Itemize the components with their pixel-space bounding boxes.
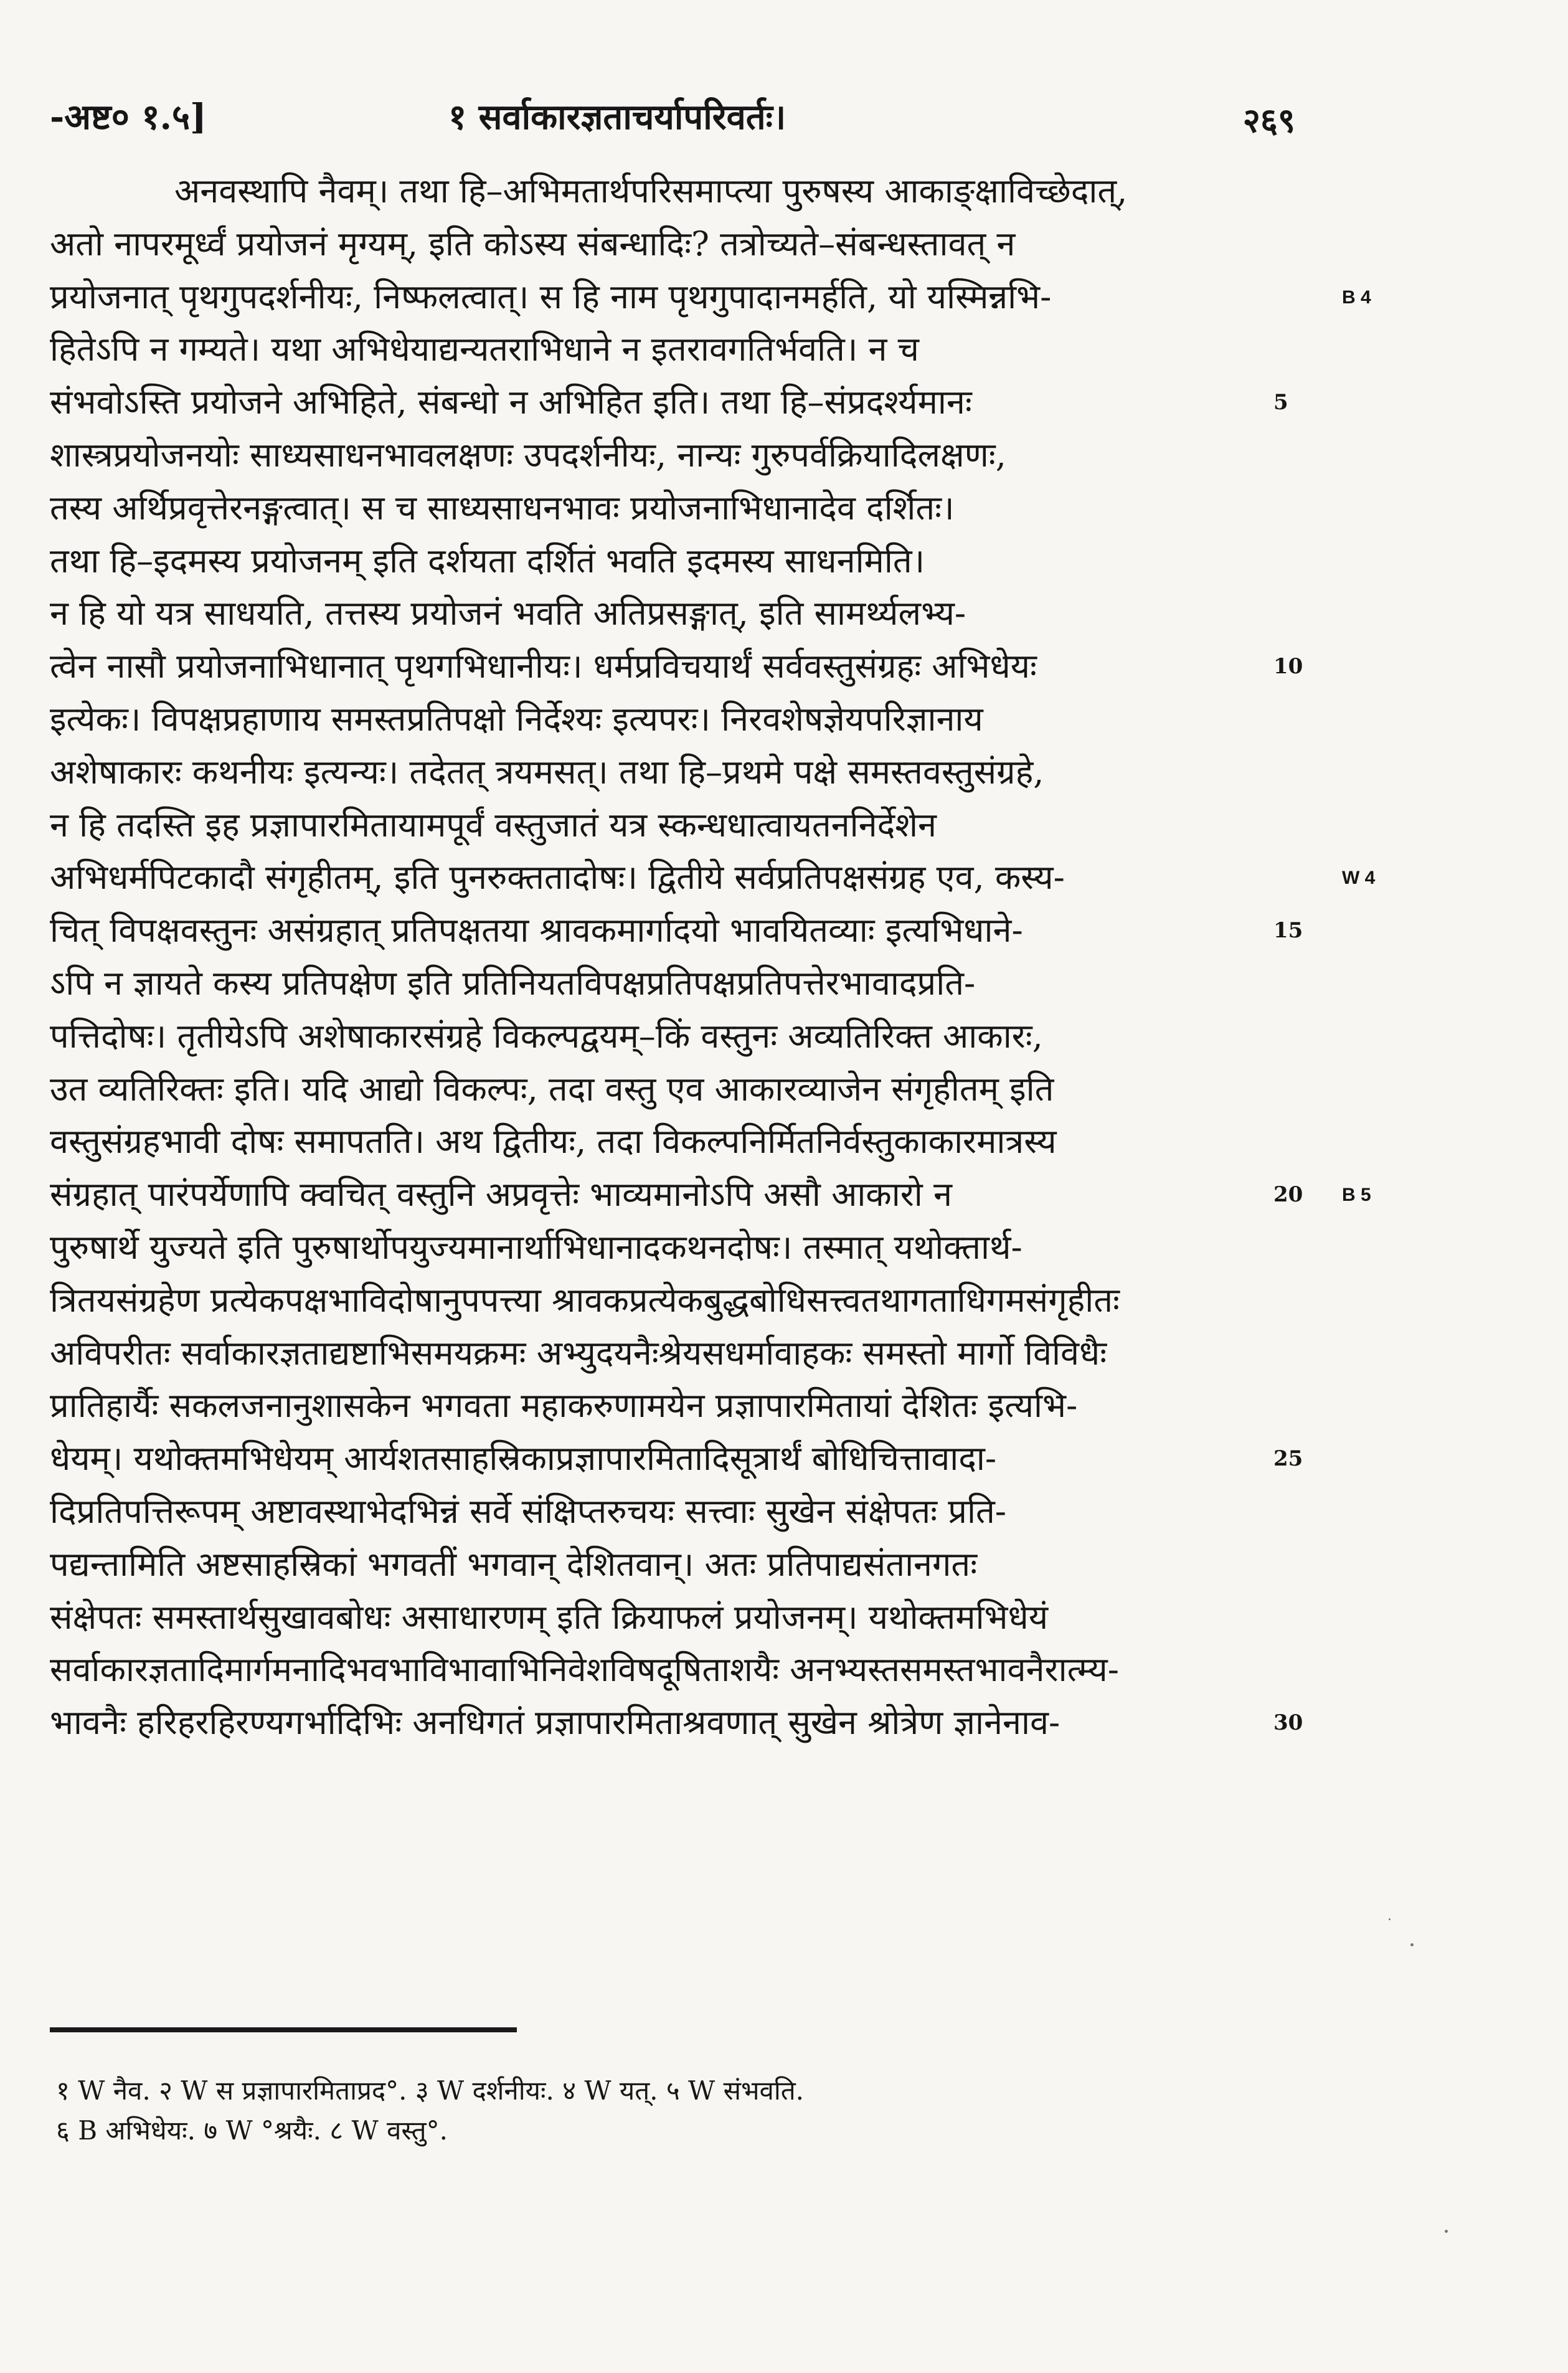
text-line	[50, 535, 1270, 588]
text-line	[50, 482, 1270, 535]
text-line	[50, 1538, 1270, 1591]
footnote-divider	[50, 2027, 517, 2032]
text-line-content: पत्तिदोषः। तृतीयेऽपि अशेषाकारसंग्रहे विकल्पद्वयम्–किं वस्तुनः अव्यतिरिक्त आकारः,	[50, 1016, 1043, 1056]
text-line	[50, 799, 1270, 852]
text-line-content: त्रितयसंग्रहेण प्रत्येकपक्षभाविदोषानुपपत्त्या श्रावकप्रत्येकबुद्धबोधिसत्त्वतथागताधिगमसंगृहीतः	[50, 1280, 1120, 1320]
text-line	[50, 1274, 1270, 1327]
text-line	[50, 165, 1270, 218]
text-line-content: तथा हि–इदमस्य प्रयोजनम् इति दर्शयता दर्शितं भवति इदमस्य साधनमिति।	[50, 541, 925, 580]
chapter-title: १ सर्वाकारज्ञताचर्यापरिवर्तः।	[448, 97, 786, 138]
text-line	[50, 1433, 1270, 1485]
footnote-line: १ W नैव. २ W स प्रज्ञापारमिताप्रद°. ३ W दर्शनीयः. ४ W यत्. ५ W संभवति.	[56, 2075, 805, 2106]
text-line-content: अभिधर्मपिटकादौ संगृहीतम्, इति पुनरुक्ततादोषः। द्वितीये सर्वप्रतिपक्षसंग्रह एव, कस्य-	[50, 858, 1065, 898]
text-line	[50, 746, 1270, 799]
text-line-content: प्रयोजनात् पृथगुपदर्शनीयः, निष्फलत्वात्। स हि नाम पृथगुपादानमर्हति, यो यस्मिन्नभि-	[50, 277, 1052, 316]
text-line	[50, 587, 1270, 640]
line-number: 10	[1273, 654, 1303, 680]
text-line	[50, 1221, 1270, 1274]
manuscript-reference: B 5	[1342, 1185, 1371, 1206]
text-line-content: न हि तदस्ति इह प्रज्ञापारमितायामपूर्वं वस्तुजातं यत्र स्कन्धधात्वायतननिर्देशेन	[50, 805, 937, 845]
text-line	[50, 429, 1270, 482]
text-line	[50, 904, 1270, 957]
text-line-content: न हि यो यत्र साधयति, तत्तस्य प्रयोजनं भवति अतिप्रसङ्गात्, इति सामर्थ्यलभ्य-	[50, 594, 966, 633]
text-line-content: अतो नापरमूर्ध्वं प्रयोजनं मृग्यम्, इति कोऽस्य संबन्धादिः? तत्रोच्यते–संबन्धस्तावत् न	[50, 224, 1016, 263]
footnotes	[56, 2071, 1270, 2151]
text-line-content: धेयम्। यथोक्तमभिधेयम् आर्यशतसाहस्रिकाप्रज्ञापारमितादिसूत्रार्थं बोधिचित्तावादा-	[50, 1439, 997, 1479]
text-line	[50, 851, 1270, 904]
running-header	[50, 92, 1295, 148]
text-line	[50, 1010, 1270, 1063]
line-number: 5	[1273, 390, 1288, 415]
text-line	[50, 1168, 1270, 1221]
text-line	[50, 1115, 1270, 1168]
text-line	[50, 1644, 1270, 1697]
manuscript-reference: B 4	[1342, 287, 1371, 308]
text-line-content: चित् विपक्षवस्तुनः असंग्रहात् प्रतिपक्षतया श्रावकमार्गादयो भावयितव्याः इत्यभिधाने-	[50, 911, 1023, 950]
text-line-content: ऽपि न ज्ञायते कस्य प्रतिपक्षेण इति प्रतिनियतविपक्षप्रतिपक्षप्रतिपत्तेरभावादप्रति-	[50, 963, 976, 1003]
text-line	[50, 1063, 1270, 1116]
text-line-content: अनवस्थापि नैवम्। तथा हि–अभिमतार्थपरिसमाप्त्या पुरुषस्य आकाङ्क्षाविच्छेदात्,	[174, 171, 1128, 211]
paper-speck	[1445, 2230, 1448, 2233]
paper-speck	[1389, 1918, 1391, 1920]
text-line-content: उत व्यतिरिक्तः इति। यदि आद्यो विकल्पः, तदा वस्तु एव आकारव्याजेन संगृहीतम् इति	[50, 1069, 1054, 1109]
manuscript-reference: W 4	[1342, 868, 1376, 889]
line-number: 25	[1273, 1446, 1303, 1472]
text-line	[50, 1697, 1270, 1750]
text-line-content: प्रातिहार्यैः सकलजनानुशासकेन भगवता महाकरुणामयेन प्रज्ञापारमितायां देशितः इत्यभि-	[50, 1386, 1078, 1426]
text-line-content: अशेषाकारः कथनीयः इत्यन्यः। तदेतत् त्रयमसत्। तथा हि–प्रथमे पक्षे समस्तवस्तुसंग्रहे,	[50, 752, 1044, 792]
text-line	[50, 323, 1270, 376]
text-line-content: शास्त्रप्रयोजनयोः साध्यसाधनभावलक्षणः उपदर्शनीयः, नान्यः गुरुपर्वक्रियादिलक्षणः,	[50, 435, 1006, 475]
text-line-content: अविपरीतः सर्वाकारज्ञताद्यष्टाभिसमयक्रमः अभ्युदयनैःश्रेयसधर्मावाहकः समस्तो मार्गो विविधैः	[50, 1333, 1107, 1373]
text-line	[50, 640, 1270, 693]
text-line-content: पुरुषार्थे युज्यते इति पुरुषार्थोपयुज्यमानार्थाभिधानादकथनदोषः। तस्मात् यथोक्तार्थ-	[50, 1227, 1023, 1267]
line-number: 15	[1273, 918, 1303, 944]
text-line-content: वस्तुसंग्रहभावी दोषः समापतति। अथ द्वितीयः, तदा विकल्पनिर्मितनिर्वस्तुकाकारमात्रस्य	[50, 1122, 1057, 1162]
text-line	[50, 1591, 1270, 1644]
text-line-content: त्वेन नासौ प्रयोजनाभिधानात् पृथगभिधानीयः। धर्मप्रविचयार्थं सर्ववस्तुसंग्रहः अभिधेयः	[50, 647, 1037, 686]
text-line-content: दिप्रतिपत्तिरूपम् अष्टावस्थाभेदभिन्नं सर्वे संक्षिप्तरुचयः सत्त्वाः सुखेन संक्षेपतः प्रति-	[50, 1491, 1006, 1531]
text-line	[50, 271, 1270, 324]
text-line	[50, 1380, 1270, 1433]
text-line-content: पद्यन्तामिति अष्टसाहस्रिकां भगवतीं भगवान् देशितवान्। अतः प्रतिपाद्यसंतानगतः	[50, 1544, 978, 1584]
text-line	[50, 1485, 1270, 1538]
text-line	[50, 376, 1270, 429]
text-line	[50, 1327, 1270, 1380]
paper-speck	[1410, 1943, 1414, 1946]
text-line-content: संभवोऽस्ति प्रयोजने अभिहिते, संबन्धो न अभिहित इति। तथा हि–संप्रदर्श्यमानः	[50, 382, 972, 422]
text-line-content: संग्रहात् पारंपर्येणापि क्वचित् वस्तुनि अप्रवृत्तेः भाव्यमानोऽपि असौ आकारो न	[50, 1175, 952, 1215]
page-number: २६९	[1242, 100, 1295, 140]
footnote-line: ६ B अभिधेयः. ७ W °श्रयैः. ८ W वस्तु°.	[56, 2115, 448, 2146]
text-line-content: सर्वाकारज्ञतादिमार्गमनादिभवभाविभावाभिनिवेशविषदूषिताशयैः अनभ्यस्तसमस्तभावनैरात्म्य-	[50, 1650, 1119, 1690]
text-line-content: तस्य अर्थिप्रवृत्तेरनङ्गत्वात्। स च साध्यसाधनभावः प्रयोजनाभिधानादेव दर्शितः।	[50, 488, 955, 528]
text-line	[50, 218, 1270, 271]
text-line-content: इत्येकः। विपक्षप्रहाणाय समस्तप्रतिपक्षो निर्देश्यः इत्यपरः। निरवशेषज्ञेयपरिज्ञानाय	[50, 699, 983, 739]
text-line-content: संक्षेपतः समस्तार्थसुखावबोधः असाधारणम् इति क्रियाफलं प्रयोजनम्। यथोक्तमभिधेयं	[50, 1597, 1049, 1637]
text-line	[50, 957, 1270, 1010]
section-reference: -अष्ट० १.५]	[50, 97, 207, 138]
main-text	[50, 165, 1270, 1750]
line-number: 20	[1273, 1182, 1303, 1208]
text-line-content: भावनैः हरिहरहिरण्यगर्भादिभिः अनधिगतं प्रज्ञापारमिताश्रवणात् सुखेन श्रोत्रेण ज्ञानेनाव-	[50, 1703, 1060, 1743]
line-number: 30	[1273, 1710, 1303, 1736]
text-line-content: हितेऽपि न गम्यते। यथा अभिधेयाद्यन्यतराभिधाने न इतरावगतिर्भवति। न च	[50, 329, 919, 369]
text-line	[50, 693, 1270, 746]
